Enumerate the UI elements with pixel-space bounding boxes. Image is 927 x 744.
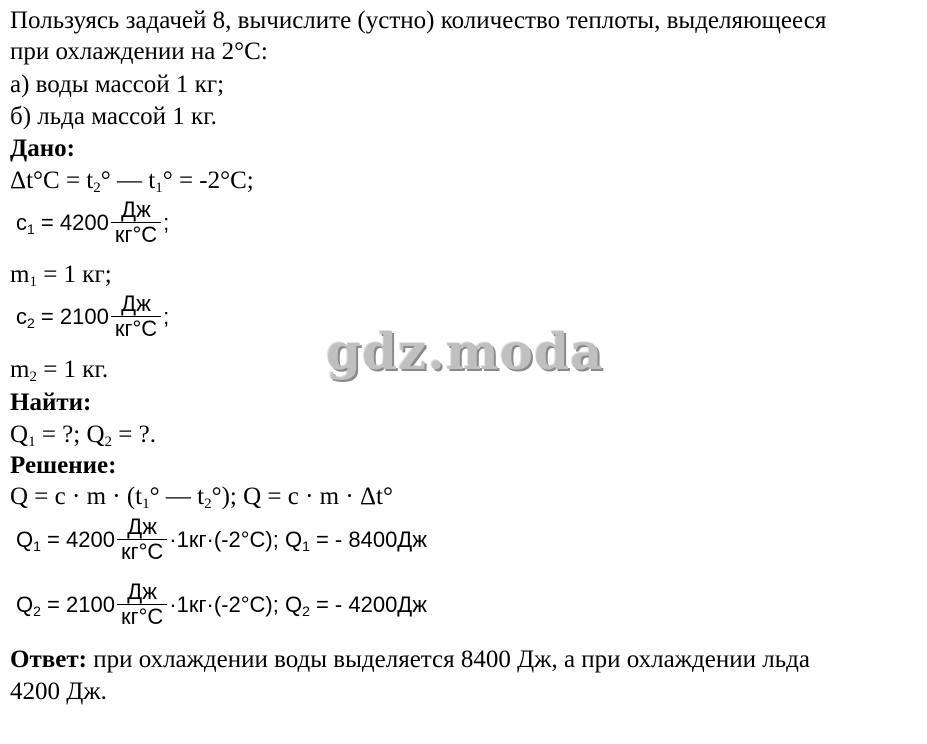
solution-formula: $Q = c \cdot m \cdot (t_1^\circ$ — $t_2^\circ$); Q = c · m · Δt° [10, 483, 393, 512]
solution-q2: $Q_2 = 2100$ $\frac{Дж}{кг^\circ С}$ ·1кг·(-2°С); $Q_2$ = - 4200Дж [16, 579, 427, 629]
unit-fraction: $\frac{Дж}{кг^\circ С}$ [117, 580, 167, 629]
given-heading: Дано: [10, 135, 75, 162]
problem-line-1: Пользуясь задачей 8, вычислите (устно) количество теплоты, выделяющееся [10, 7, 827, 34]
given-m2: $m_2 = 1$ кг. [10, 356, 109, 385]
find-values: $Q_1$ = ?; $Q_2$ = ?. [10, 421, 156, 450]
solution-heading: Решение: [10, 452, 117, 479]
answer-label: Ответ: [10, 646, 87, 673]
given-delta-t: $\Delta t^\circ C = t_2^\circ$ — $t_1^\circ = -2^\circ C$; [10, 167, 254, 196]
answer-line-2: 4200 Дж. [10, 678, 107, 705]
problem-item-a: а) воды массой 1 кг; [10, 71, 225, 98]
unit-fraction: $\frac{Дж}{кг^\circ С}$ [111, 292, 161, 341]
unit-fraction: $\frac{Дж}{кг^\circ С}$ [117, 515, 167, 564]
given-c2: $c_2 = 2100$ $\frac{Дж}{кг^\circ С}$ ; [16, 291, 170, 341]
answer-line-1: Ответ: при охлаждении воды выделяется 8400 Дж, а при охлаждении льда [10, 646, 810, 673]
problem-line-2: при охлаждении на 2°С: [10, 38, 268, 65]
watermark-logo: gdz.moda [326, 322, 604, 381]
problem-item-b: б) льда массой 1 кг. [10, 103, 217, 130]
given-m1: $m_1 = 1$ кг; [10, 261, 112, 290]
unit-fraction: $\frac{Дж}{кг^\circ С}$ [111, 198, 161, 247]
solution-q1: $Q_1 = 4200$ $\frac{Дж}{кг^\circ С}$ ·1кг·(-2°С); $Q_1$ = - 8400Дж [16, 514, 427, 564]
given-c1: $c_1 = 4200$ $\frac{Дж}{кг^\circ С}$ ; [16, 197, 170, 247]
find-heading: Найти: [10, 389, 92, 416]
